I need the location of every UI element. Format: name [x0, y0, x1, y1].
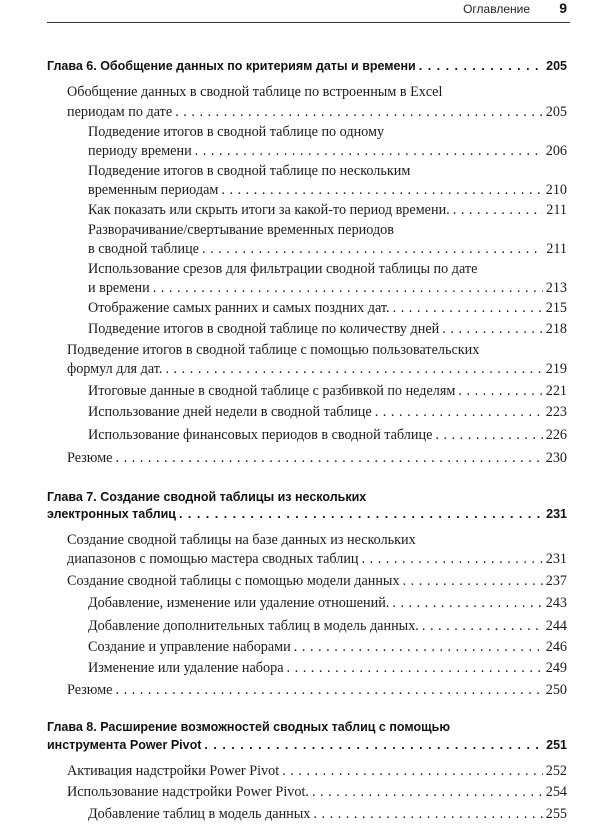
page-ref: 231 — [545, 551, 567, 567]
leader-dots — [312, 784, 543, 801]
toc-subentry[interactable] — [88, 383, 567, 400]
header-rule — [47, 22, 570, 23]
leader-dots — [362, 551, 543, 568]
toc-entry-text: Резюме — [67, 682, 113, 698]
toc-subentry-text: в сводной таблице — [88, 241, 199, 257]
page-ref: 226 — [545, 427, 567, 443]
toc-subentry-text: Использование финансовых периодов в сводной таблице — [88, 427, 433, 443]
page-ref: 252 — [545, 763, 567, 779]
running-header-title: Оглавление — [463, 2, 530, 16]
toc-subentry[interactable] — [88, 404, 567, 421]
toc-subentry[interactable] — [88, 660, 567, 677]
toc-chapter-8[interactable] — [47, 738, 567, 752]
page-ref: 246 — [545, 639, 567, 655]
page-ref: 251 — [546, 738, 567, 752]
toc-entry-text: Резюме — [67, 450, 113, 466]
toc-subentry-text: Использование дней недели в сводной таблице — [88, 404, 372, 420]
toc-subentry-text[interactable]: Подведение итогов в сводной таблице по одному — [88, 124, 385, 140]
toc-subentry[interactable] — [88, 618, 567, 635]
toc-subentry-text: Как показать или скрыть итоги за какой-то период времени. — [88, 202, 450, 218]
toc-subentry[interactable] — [88, 241, 567, 258]
chapter-title[interactable]: Глава 8. Расширение возможностей сводных таблиц с помощью — [47, 720, 450, 734]
toc-entry[interactable] — [67, 763, 567, 780]
leader-dots — [202, 241, 543, 258]
toc-entry-text: Активация надстройки Power Pivot — [67, 763, 280, 779]
leader-dots — [204, 738, 543, 752]
toc-subentry[interactable] — [88, 280, 567, 297]
toc-entry-text: Создание сводной таблицы с помощью модели данных — [67, 573, 400, 589]
leader-dots — [115, 450, 542, 467]
toc-entry[interactable] — [67, 682, 567, 699]
leader-dots — [442, 321, 542, 338]
leader-dots — [313, 806, 542, 823]
toc-entry[interactable] — [67, 104, 567, 121]
toc-subentry[interactable] — [88, 300, 567, 317]
toc-entry-text[interactable]: Создание сводной таблицы на базе данных из нескольких — [67, 532, 416, 548]
leader-dots — [179, 507, 543, 521]
toc-chapter-7[interactable] — [47, 507, 567, 521]
toc-entry[interactable] — [67, 551, 567, 568]
page-ref: 213 — [545, 280, 567, 296]
page-ref: 250 — [545, 682, 567, 698]
toc-entry[interactable] — [67, 450, 567, 467]
leader-dots — [165, 361, 542, 378]
toc-subentry-text: и времени — [88, 280, 150, 296]
chapter-title: электронных таблиц — [47, 507, 176, 521]
leader-dots — [435, 427, 542, 444]
toc-subentry-text: Добавление дополнительных таблиц в модель данных. — [88, 618, 419, 634]
toc-subentry-text: Создание и управление наборами — [88, 639, 291, 655]
toc-entry[interactable] — [67, 361, 567, 378]
toc-subentry[interactable] — [88, 143, 567, 160]
toc-entry-text: Использование надстройки Power Pivot. — [67, 784, 309, 800]
toc-entry-text: формул для дат. — [67, 361, 163, 377]
leader-dots — [393, 300, 543, 317]
toc-subentry-text: периоду времени — [88, 143, 192, 159]
leader-dots — [287, 660, 543, 677]
page-ref: 218 — [545, 321, 567, 337]
leader-dots — [453, 202, 544, 219]
toc-subentry-text: Отображение самых ранних и самых поздних дат. — [88, 300, 390, 316]
chapter-title[interactable]: Глава 7. Создание сводной таблицы из нескольких — [47, 490, 367, 504]
toc-subentry-text: Добавление, изменение или удаление отношений. — [88, 595, 390, 611]
page-ref: 231 — [546, 507, 567, 521]
page-ref: 211 — [546, 241, 567, 257]
leader-dots — [422, 618, 543, 635]
toc-entry[interactable] — [67, 784, 567, 801]
page-ref: 237 — [545, 573, 567, 589]
page-ref: 243 — [545, 595, 567, 611]
toc-subentry[interactable] — [88, 182, 567, 199]
leader-dots — [175, 104, 543, 121]
toc-subentry-text: временным периодам — [88, 182, 219, 198]
toc-entry-text[interactable]: Обобщение данных в сводной таблице по встроенным в Excel — [67, 84, 443, 100]
leader-dots — [221, 182, 542, 199]
toc-chapter-6[interactable] — [47, 59, 567, 73]
page-ref: 206 — [545, 143, 567, 159]
page-ref: 215 — [545, 300, 567, 316]
page-ref: 223 — [545, 404, 567, 420]
toc-entry-text: диапазонов с помощью мастера сводных таблиц — [67, 551, 359, 567]
toc-subentry-text[interactable]: Использование срезов для фильтрации сводной таблицы по дате — [88, 261, 478, 277]
page-ref: 249 — [545, 660, 567, 676]
leader-dots — [375, 404, 543, 421]
page-number: 9 — [559, 0, 567, 16]
toc-entry[interactable] — [67, 573, 567, 590]
toc-subentry[interactable] — [88, 202, 567, 219]
page-ref: 205 — [545, 104, 567, 120]
leader-dots — [419, 59, 543, 73]
leader-dots — [458, 383, 542, 400]
toc-subentry[interactable] — [88, 595, 567, 612]
page-ref: 205 — [546, 59, 567, 73]
leader-dots — [294, 639, 543, 656]
page-ref: 211 — [546, 202, 567, 218]
toc-subentry[interactable] — [88, 639, 567, 656]
toc-subentry-text[interactable]: Разворачивание/свертывание временных периодов — [88, 222, 394, 238]
page-ref: 219 — [545, 361, 567, 377]
leader-dots — [115, 682, 542, 699]
toc-subentry-text[interactable]: Подведение итогов в сводной таблице по нескольким — [88, 163, 411, 179]
leader-dots — [403, 573, 543, 590]
toc-entry-text: периодам по дате — [67, 104, 173, 120]
toc-entry-text[interactable]: Подведение итогов в сводной таблице с помощью пользовательских — [67, 342, 480, 358]
toc-subentry-text: Добавление таблиц в модель данных — [88, 806, 311, 822]
page-ref: 221 — [545, 383, 567, 399]
leader-dots — [392, 595, 542, 612]
chapter-title: Глава 6. Обобщение данных по критериям даты и времени — [47, 59, 416, 73]
leader-dots — [195, 143, 543, 160]
leader-dots — [153, 280, 543, 297]
toc-subentry[interactable] — [88, 427, 567, 444]
toc-subentry[interactable] — [88, 321, 567, 338]
toc-subentry-text: Подведение итогов в сводной таблице по количеству дней — [88, 321, 440, 337]
page-ref: 255 — [545, 806, 567, 822]
page-ref: 254 — [545, 784, 567, 800]
chapter-title: инструмента Power Pivot — [47, 738, 202, 752]
toc-subentry-text: Итоговые данные в сводной таблице с разбивкой по неделям — [88, 383, 456, 399]
page-ref: 244 — [545, 618, 567, 634]
page-ref: 210 — [545, 182, 567, 198]
page-ref: 230 — [545, 450, 567, 466]
toc-subentry-text: Изменение или удаление набора — [88, 660, 284, 676]
leader-dots — [282, 763, 543, 780]
toc-subentry[interactable] — [88, 806, 567, 823]
